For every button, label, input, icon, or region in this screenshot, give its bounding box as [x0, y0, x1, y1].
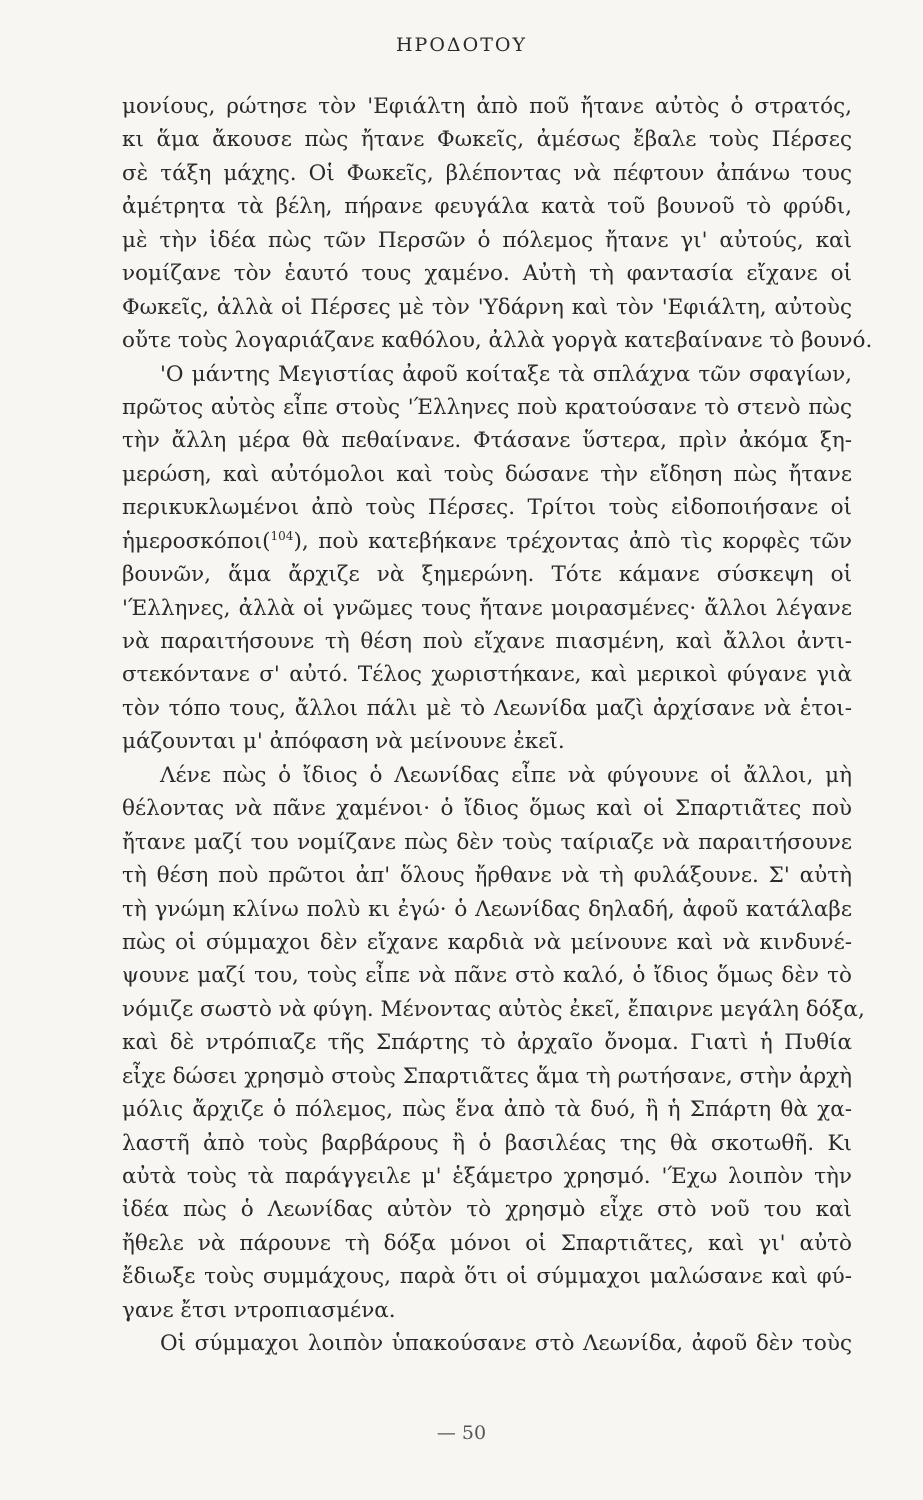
text-line: ἔδιωξε τοὺς συμμάχους, παρὰ ὅτι οἱ σύμμαχοι μαλώσανε καὶ φύ-	[122, 1264, 852, 1290]
text-line-with-footnote: ἡμεροσκόποι($^{104}$), ποὺ κατεβήκανε τρέχοντας ἀπὸ τὶς κορφὲς τῶν	[122, 528, 852, 554]
footnote-ref: 104	[270, 528, 294, 543]
body-text	[122, 90, 873, 1361]
text-line: αὐτὰ τοὺς τὰ παράγγειλε μ' ἑξάμετρο χρησμό. 'Έχω λοιπὸν τὴν	[122, 1164, 852, 1189]
text-line: μερώση, καὶ αὐτόμολοι καὶ τοὺς δώσανε τὴν εἴδηση πὼς ἤτανε	[122, 461, 852, 487]
paragraph-end-line: μάζουνται μ' ἀπόφαση νὰ μείνουνε ἐκεῖ.	[122, 729, 565, 755]
text-line: ἀμέτρητα τὰ βέλη, πήρανε φευγάλα κατὰ τοῦ βουνοῦ τὸ φρύδι,	[122, 194, 852, 220]
text-line: μόλις ἄρχιζε ὁ πόλεμος, πὼς ἕνα ἀπὸ τὰ δυό, ἢ ἡ Σπάρτη θὰ χα-	[122, 1097, 852, 1123]
paragraph-start-line: 'Ο μάντης Μεγιστίας ἀφοῦ κοίταξε τὰ σπλάχνα τῶν σφαγίων,	[160, 361, 852, 387]
text-line: νὰ παραιτήσουνε τὴ θέση ποὺ εἴχανε πιασμένη, καὶ ἄλλοι ἀντι-	[122, 629, 852, 654]
text-line: πὼς οἱ σύμμαχοι δὲν εἴχανε καρδιὰ νὰ μείνουνε καὶ νὰ κινδυνέ-	[122, 929, 852, 955]
text-line: πρῶτος αὐτὸς εἶπε στοὺς 'Έλληνες ποὺ κρατούσανε τὸ στενὸ πὼς	[122, 394, 852, 420]
text-line: στεκόντανε σ' αὐτό. Τέλος χωριστήκανε, καὶ μερικοὶ φύγανε γιὰ	[122, 662, 852, 688]
page-number: — 50	[436, 1422, 487, 1444]
text-line: θέλοντας νὰ πᾶνε χαμένοι· ὁ ἴδιος ὅμως καὶ οἱ Σπαρτιᾶτες ποὺ	[122, 796, 852, 822]
text-line: νόμιζε σωστὸ νὰ φύγη. Μένοντας αὐτὸς ἐκεῖ, ἔπαιρνε μεγάλη δόξα,	[122, 996, 865, 1022]
text-line: μὲ τὴν ἰδέα πὼς τῶν Περσῶν ὁ πόλεμος ἤτανε γι' αὐτούς, καὶ	[122, 227, 852, 253]
text-line: περικυκλωμένοι ἀπὸ τοὺς Πέρσες. Τρίτοι τοὺς εἰδοποιήσανε οἱ	[122, 495, 852, 521]
text-line: ἰδέα πὼς ὁ Λεωνίδας αὐτὸν τὸ χρησμὸ εἶχε στὸ νοῦ του καὶ	[122, 1197, 852, 1223]
text-line: τὸν τόπο τους, ἄλλοι πάλι μὲ τὸ Λεωνίδα μαζὶ ἀρχίσανε νὰ ἑτοι-	[122, 695, 852, 721]
running-header: ΗΡΟΔΟΤΟΥ	[395, 34, 528, 56]
text-line: τὴν ἄλλη μέρα θὰ πεθαίνανε. Φτάσανε ὕστερα, πρὶν ἀκόμα ξη-	[122, 428, 852, 454]
text-line: εἶχε δώσει χρησμὸ στοὺς Σπαρτιᾶτες ἅμα τὴ ρωτήσανε, στὴν ἀρχὴ	[122, 1063, 852, 1089]
text-line: Φωκεῖς, ἀλλὰ οἱ Πέρσες μὲ τὸν 'Υδάρνη καὶ τὸν 'Εφιάλτη, αὐτοὺς	[122, 294, 852, 320]
footnote-text-head: ἡμεροσκόποι	[122, 528, 263, 554]
text-line: τὴ γνώμη κλίνω πολὺ κι ἐγώ· ὁ Λεωνίδας δηλαδή, ἀφοῦ κατάλαβε	[122, 896, 852, 922]
text-line: ἤθελε νὰ πάρουνε τὴ δόξα μόνοι οἱ Σπαρτιᾶτες, καὶ γι' αὐτὸ	[122, 1230, 852, 1256]
text-line: ἤτανε μαζί του νομίζανε πὼς δὲν τοὺς ταίριαζε νὰ παραιτήσουνε	[122, 829, 852, 855]
text-line: λαστῆ ἀπὸ τοὺς βαρβάρους ἢ ὁ βασιλέας της θὰ σκοτωθῆ. Κι	[122, 1130, 852, 1156]
text-line: βουνῶν, ἅμα ἄρχιζε νὰ ξημερώνη. Τότε κάμανε σύσκεψη οἱ	[122, 562, 852, 588]
text-line: σὲ τάξη μάχης. Οἱ Φωκεῖς, βλέποντας νὰ πέφτουν ἀπάνω τους	[122, 160, 852, 186]
text-line: ψουνε μαζί του, τοὺς εἶπε νὰ πᾶνε στὸ καλό, ὁ ἴδιος ὅμως δὲν τὸ	[122, 963, 852, 989]
text-line: κι ἅμα ἄκουσε πὼς ἤτανε Φωκεῖς, ἀμέσως ἔβαλε τοὺς Πέρσες	[122, 127, 852, 153]
text-line: καὶ δὲ ντρόπιαζε τῆς Σπάρτης τὸ ἀρχαῖο ὄνομα. Γιατὶ ἡ Πυθία	[122, 1030, 852, 1056]
footnote-text-tail: , ποὺ κατεβήκανε τρέχοντας ἀπὸ τὶς κορφὲς τῶν	[301, 528, 852, 554]
text-line: 'Έλληνες, ἀλλὰ οἱ γνῶμες τους ἤτανε μοιρασμένες· ἄλλοι λέγανε	[122, 595, 852, 621]
text-line: μονίους, ρώτησε τὸν 'Εφιάλτη ἀπὸ ποῦ ἤτανε αὐτὸς ὁ στρατός,	[122, 94, 852, 119]
text-line: νομίζανε τὸν ἑαυτό τους χαμένο. Αὐτὴ τὴ φαντασία εἴχανε οἱ	[122, 261, 852, 287]
text-line: τὴ θέση ποὺ πρῶτοι ἀπ' ὅλους ἤρθανε νὰ τὴ φυλάξουνε. Σ' αὐτὴ	[122, 863, 852, 889]
text-line: οὔτε τοὺς λογαριάζανε καθόλου, ἀλλὰ γοργὰ κατεβαίνανε τὸ βουνό.	[122, 328, 873, 354]
paragraph-start-line: Λένε πὼς ὁ ἴδιος ὁ Λεωνίδας εἶπε νὰ φύγουνε οἱ ἄλλοι, μὴ	[160, 762, 852, 788]
paragraph-start-line: Οἱ σύμμαχοι λοιπὸν ὑπακούσανε στὸ Λεωνίδα, ἀφοῦ δὲν τοὺς	[160, 1331, 852, 1357]
paragraph-end-line: γανε ἔτσι ντροπιασμένα.	[122, 1297, 396, 1323]
